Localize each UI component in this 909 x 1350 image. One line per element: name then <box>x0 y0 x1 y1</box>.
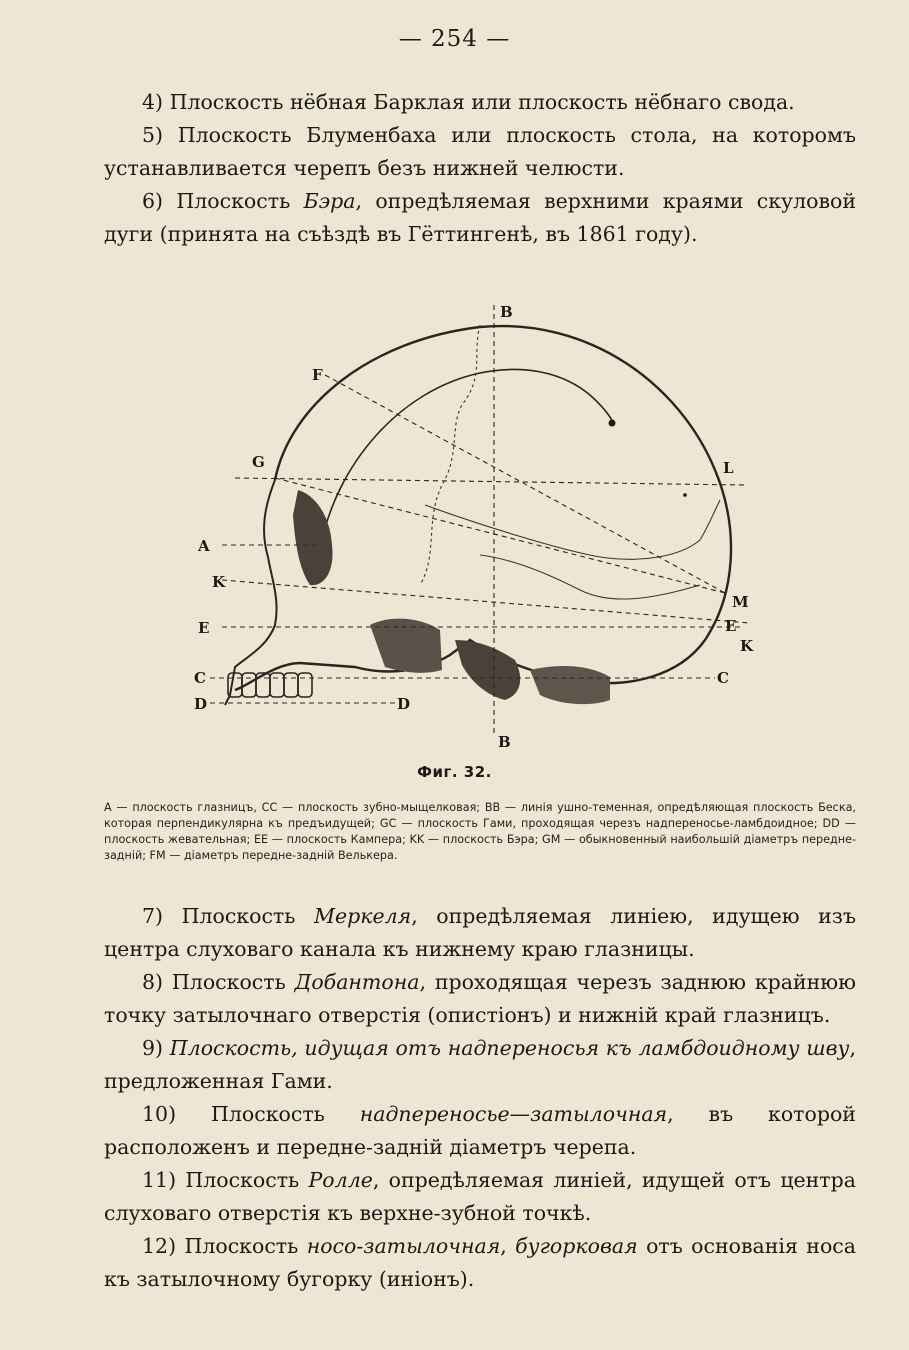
italic-text: Бэра <box>303 189 356 213</box>
paragraph-number: 4) <box>142 90 170 114</box>
label-k-left: K <box>212 573 226 591</box>
paragraph-number: 7) <box>142 904 182 928</box>
paragraph-5 <box>104 119 856 185</box>
label-e-right: E <box>725 617 737 635</box>
label-c-right: C <box>717 669 729 687</box>
orbit <box>293 490 333 585</box>
mastoid <box>455 640 520 700</box>
body-text: Плоскость <box>210 1102 360 1126</box>
paragraph-number: 6) <box>142 189 177 213</box>
body-text: Плоскость нёбная Барклая или плоскость нёбнаго свода. <box>169 90 795 114</box>
italic-text: надпереносье—затылочная <box>359 1102 668 1126</box>
body-text: , опредѣляемая линіею, идущею изъ центра слуховаго канала къ нижнему краю глазницы. <box>104 904 856 961</box>
paragraph-number: 5) <box>142 123 178 147</box>
paragraph-8 <box>104 966 856 1032</box>
plane-f-m <box>325 375 725 593</box>
suture-line-2 <box>425 500 720 559</box>
label-d-right: D <box>397 695 411 713</box>
label-f: F <box>312 366 323 384</box>
body-text: Плоскость <box>176 189 304 213</box>
body-text: , опредѣляемая верхними краями скуловой дуги (принята на съѣздѣ въ Гёттингенѣ, въ 1861 году). <box>104 189 856 246</box>
label-c-left: C <box>194 669 206 687</box>
label-d-left: D <box>194 695 208 713</box>
landmark-dot-2 <box>683 493 687 497</box>
teeth <box>228 673 312 697</box>
body-text: , проходящая черезъ заднюю крайнюю точку затылочнаго отверстія (опистіонъ) и нижній край глазницъ. <box>104 970 856 1027</box>
body-text: , опредѣляемая линіей, идущей отъ центра слуховаго отверстія къ верхне-зубной точкѣ. <box>104 1168 856 1225</box>
paragraph-10 <box>104 1098 856 1164</box>
figure-title: Фиг. 32. <box>417 763 492 781</box>
italic-text: Добантона <box>294 970 420 994</box>
inner-vault <box>320 369 613 550</box>
paragraph-number: 8) <box>142 970 172 994</box>
paragraph-number: 10) <box>142 1102 211 1126</box>
body-text: , предложенная Гами. <box>104 1036 856 1093</box>
italic-text: Меркеля <box>313 904 412 928</box>
paragraph-7 <box>104 900 856 966</box>
page-number: — 254 — <box>398 26 511 52</box>
paragraph-6 <box>104 185 856 251</box>
body-text: , въ которой расположенъ и передне-задній діаметръ черепа. <box>104 1102 856 1159</box>
label-b-top: B <box>500 303 513 321</box>
body-text: , <box>500 1234 516 1258</box>
label-g: G <box>252 453 265 471</box>
label-a: A <box>198 537 210 555</box>
body-text: Плоскость <box>171 970 295 994</box>
occipital-base <box>530 666 610 704</box>
body-text: Плоскость <box>185 1168 309 1192</box>
body-text: Плоскость Блуменбаха или плоскость стола, на которомъ устанавливается черепъ безъ нижней челюсти. <box>104 123 857 180</box>
body-text: Плоскость <box>184 1234 307 1258</box>
paragraph-11 <box>104 1164 856 1230</box>
italic-text: бугорковая <box>515 1234 638 1258</box>
paragraph-number: 9) <box>142 1036 170 1060</box>
italic-text: Ролле <box>308 1168 373 1192</box>
plane-k <box>222 580 750 623</box>
plane-g-m <box>275 478 725 593</box>
body-text: Плоскость <box>181 904 314 928</box>
italic-text: Плоскость, идущая отъ надпереносья къ ламбдоидному шву <box>169 1036 850 1060</box>
paragraph-9 <box>104 1032 856 1098</box>
paragraph-number: 11) <box>142 1168 186 1192</box>
label-m: M <box>732 593 749 611</box>
label-e-left: E <box>198 619 210 637</box>
paragraph-number: 12) <box>142 1234 185 1258</box>
plane-g-l <box>235 478 745 485</box>
figure-caption: A — плоскость глазницъ, CC — плоскость зубно-мыщелковая; BB — линія ушно-теменная, опредѣляющая плоскость Беска, которая перпендикулярна къ предъидущей; GC — плоскость Гами, проходящая черезъ надпереносье-ламбдоидное; DD — плоскость жевательная; EE — плоскость Кампера; KK — плоскость Бэра; GM — обыкновенный наибольшій діаметръ передне-задній; FM — діаметръ передне-задній Велькера. <box>104 801 856 862</box>
label-b-bottom: B <box>498 733 511 751</box>
paragraph-4 <box>104 86 856 119</box>
italic-text: носо-затылочная <box>306 1234 501 1258</box>
label-l: L <box>723 459 734 477</box>
body-text: отъ основанія носа къ затылочному бугорку (иніонъ). <box>104 1234 856 1291</box>
label-k-right: K <box>740 637 754 655</box>
paragraph-12 <box>104 1230 856 1296</box>
skull-figure <box>180 295 780 755</box>
landmark-dot <box>609 420 616 427</box>
